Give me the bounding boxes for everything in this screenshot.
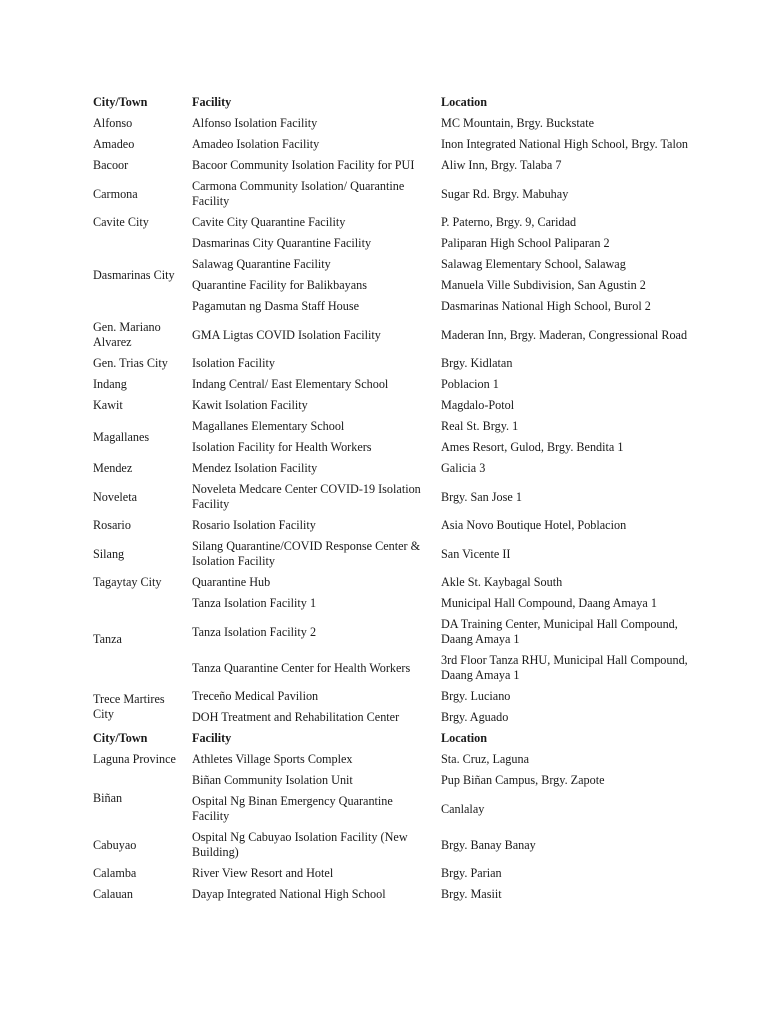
location-cell: Dasmarinas National High School, Burol 2 [441,299,651,313]
city-cell: Bacoor [93,158,129,172]
table-row [88,374,694,395]
location-cell: Poblacion 1 [441,377,499,391]
facility-cell: Ospital Ng Cabuyao Isolation Facility (New Building) [192,830,408,859]
facilities-table [88,92,694,905]
facility-cell: Silang Quarantine/COVID Response Center & Isolation Facility [192,539,421,568]
table-row [88,416,694,437]
city-cell: Gen. Mariano Alvarez [93,320,161,349]
city-cell: Calauan [93,887,133,901]
city-cell: Silang [93,546,125,561]
table-row [88,515,694,536]
facility-cell: Athletes Village Sports Complex [192,752,353,766]
facility-cell: Rosario Isolation Facility [192,518,316,532]
table-row [88,749,694,770]
facility-cell: Isolation Facility [192,356,275,370]
location-cell: Salawag Elementary School, Salawag [441,257,626,271]
city-column-header: City/Town [93,95,148,109]
location-cell: Pup Biñan Campus, Brgy. Zapote [441,773,605,787]
city-cell: Gen. Trias City [93,356,168,370]
facility-cell: Cavite City Quarantine Facility [192,215,346,229]
location-cell: Akle St. Kaybagal South [441,575,563,589]
city-cell: Magallanes [93,429,150,444]
facility-cell: Alfonso Isolation Facility [192,116,318,130]
location-cell: Manuela Ville Subdivision, San Agustin 2 [441,278,646,292]
facility-cell: Treceño Medical Pavilion [192,689,319,703]
city-cell: Amadeo [93,137,135,151]
table-row [88,317,694,353]
location-cell: P. Paterno, Brgy. 9, Caridad [441,215,577,229]
table-row [88,686,694,707]
city-cell: Tagaytay City [93,575,162,589]
table-row [88,770,694,791]
table-row [88,134,694,155]
location-cell: Canlalay [441,801,485,816]
table-row [88,233,694,254]
table-row [88,176,694,212]
facility-cell: Kawit Isolation Facility [192,398,308,412]
location-cell: Brgy. Masiit [441,887,502,901]
location-cell: DA Training Center, Municipal Hall Compound, Daang Amaya 1 [441,617,678,646]
table-row [88,458,694,479]
table-row [88,479,694,515]
location-cell: Sta. Cruz, Laguna [441,752,529,766]
location-cell: Brgy. Kidlatan [441,356,513,370]
city-cell: Cavite City [93,215,149,229]
facility-cell: Ospital Ng Binan Emergency Quarantine Facility [192,794,393,823]
city-cell: Indang [93,377,127,391]
location-cell: Maderan Inn, Brgy. Maderan, Congressional Road [441,327,688,342]
location-cell: Real St. Brgy. 1 [441,419,519,433]
header-row [88,92,694,113]
location-cell: Ames Resort, Gulod, Brgy. Bendita 1 [441,440,624,454]
facility-cell: River View Resort and Hotel [192,866,334,880]
facility-cell: Mendez Isolation Facility [192,461,318,475]
facility-cell: Dasmarinas City Quarantine Facility [192,236,372,250]
location-column-header: Location [441,731,488,745]
location-cell: Inon Integrated National High School, Brgy. Talon [441,137,689,151]
facility-cell: Isolation Facility for Health Workers [192,440,372,454]
table-row [88,353,694,374]
city-cell: Mendez [93,461,133,475]
table-row [88,155,694,176]
city-cell: Rosario [93,518,131,532]
facility-cell: Tanza Isolation Facility 2 [192,624,317,639]
city-column-header: City/Town [93,731,148,745]
location-cell: MC Mountain, Brgy. Buckstate [441,116,595,130]
facility-cell: Pagamutan ng Dasma Staff House [192,299,359,313]
facility-cell: GMA Ligtas COVID Isolation Facility [192,327,381,342]
city-cell: Calamba [93,866,137,880]
facility-cell: Tanza Isolation Facility 1 [192,596,317,610]
city-cell: Noveleta [93,489,137,504]
city-cell: Dasmarinas City [93,267,175,282]
location-column-header: Location [441,95,488,109]
table-row [88,395,694,416]
facility-cell: Biñan Community Isolation Unit [192,773,353,787]
city-cell: Cabuyao [93,837,137,852]
location-cell: Municipal Hall Compound, Daang Amaya 1 [441,596,657,610]
facility-cell: Quarantine Hub [192,575,271,589]
table-row [88,536,694,572]
location-cell: Brgy. Aguado [441,710,509,724]
facility-cell: Tanza Quarantine Center for Health Workers [192,660,411,675]
location-cell: Galicia 3 [441,461,486,475]
facility-cell: Noveleta Medcare Center COVID-19 Isolation Facility [192,482,421,511]
facility-cell: Magallanes Elementary School [192,419,345,433]
facility-cell: Carmona Community Isolation/ Quarantine Facility [192,179,405,208]
header-row [88,728,694,749]
table-row [88,113,694,134]
location-cell: San Vicente II [441,546,511,561]
location-cell: Aliw Inn, Brgy. Talaba 7 [441,158,562,172]
table-row [88,572,694,593]
table-row [88,863,694,884]
location-cell: 3rd Floor Tanza RHU, Municipal Hall Compound, Daang Amaya 1 [441,653,688,682]
table-row [88,593,694,614]
facility-cell: Quarantine Facility for Balikbayans [192,278,367,292]
city-cell: Laguna Province [93,752,176,766]
city-cell: Tanza [93,632,122,646]
facility-cell: Bacoor Community Isolation Facility for PUI [192,158,415,172]
city-cell: Alfonso [93,116,133,130]
city-cell: Carmona [93,186,138,201]
location-cell: Sugar Rd. Brgy. Mabuhay [441,186,569,201]
facility-column-header: Facility [192,95,232,109]
table-row [88,827,694,863]
location-cell: Asia Novo Boutique Hotel, Poblacion [441,518,627,532]
facility-cell: Dayap Integrated National High School [192,887,386,901]
location-cell: Brgy. Parian [441,866,502,880]
table-row [88,212,694,233]
city-cell: Kawit [93,398,123,412]
table-row [88,884,694,905]
location-cell: Paliparan High School Paliparan 2 [441,236,610,250]
facilities-table-body [88,92,694,905]
facility-cell: Amadeo Isolation Facility [192,137,320,151]
facility-cell: DOH Treatment and Rehabilitation Center [192,710,400,724]
facility-column-header: Facility [192,731,232,745]
location-cell: Brgy. Banay Banay [441,837,536,852]
facility-cell: Salawag Quarantine Facility [192,257,331,271]
location-cell: Brgy. San Jose 1 [441,489,522,504]
city-cell: Trece Martires City [93,692,165,721]
facility-cell: Indang Central/ East Elementary School [192,377,389,391]
location-cell: Brgy. Luciano [441,689,511,703]
city-cell: Biñan [93,791,123,805]
location-cell: Magdalo-Potol [441,398,515,412]
